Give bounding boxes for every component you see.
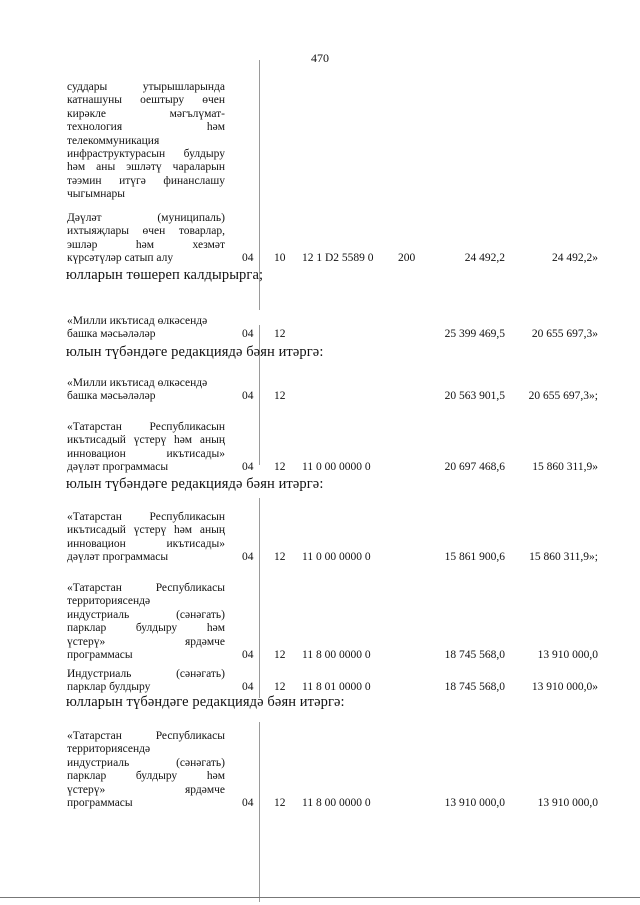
expense-type-code: 200 (398, 252, 416, 264)
subsection-code: 12 (274, 797, 286, 809)
page-bottom-edge (0, 897, 640, 898)
row-name: «Татарстан Республикасы территориясендә индустриаль (сәнәгать) парклар булдыру һәм үстерү» ярдәмче программасы (67, 730, 225, 810)
amount-1: 24 492,2 (464, 252, 505, 264)
row-name: «Милли икътисад өлкәсендә башка мәсьәләләр (67, 315, 208, 341)
target-item-code: 11 0 00 0000 0 (302, 461, 371, 473)
amount-1: 13 910 000,0 (444, 797, 505, 809)
amount-1: 15 861 900,6 (444, 551, 505, 563)
target-item-code: 11 0 00 0000 0 (302, 551, 371, 563)
row-name: «Милли икътисад өлкәсендә башка мәсьәләләр (67, 377, 208, 403)
scan-fold-line (259, 498, 260, 698)
target-item-code: 11 8 00 0000 0 (302, 649, 371, 661)
subsection-code: 12 (274, 461, 286, 473)
amendment-instruction: юлларын төшереп калдырырга; (66, 267, 264, 283)
target-item-code: 12 1 D2 5589 0 (302, 252, 374, 264)
amount-1: 18 745 568,0 (444, 681, 505, 693)
amendment-instruction: юлын түбәндәге редакциядә бәян итәргә: (66, 344, 324, 360)
amount-2: 20 655 697,3»; (528, 390, 598, 402)
amount-1: 25 399 469,5 (444, 328, 505, 340)
row-name: «Татарстан Республикасын икътисадый үстерү һәм аның инновацион икътисады» дәүләт программасы (67, 511, 225, 564)
amount-1: 20 697 468,6 (444, 461, 505, 473)
subsection-code: 12 (274, 390, 286, 402)
scan-fold-line (259, 722, 260, 902)
row-name: суддары утырышларында катнашуны оештыру өчен кирәкле мәгълүмат- технология һәм телекоммуникация инфраструктурасын булдыру һәм аны эшләтү чараларын тәэмин итүгә финанслашу чыгымнары (67, 81, 225, 201)
amount-1: 18 745 568,0 (444, 649, 505, 661)
section-code: 04 (242, 681, 254, 693)
amount-1: 20 563 901,5 (444, 390, 505, 402)
amount-2: 20 655 697,3» (531, 328, 598, 340)
amendment-instruction: юлларын түбәндәге редакциядә бәян итәргә: (66, 694, 345, 710)
row-name: «Татарстан Республикасын икътисадый үстерү һәм аның инновацион икътисады» дәүләт программасы (67, 421, 225, 474)
row-name: Дәүләт (муниципаль) ихтыяҗлары өчен товарлар, эшләр һәм хезмәт күрсәтүләр сатып алу (67, 212, 225, 265)
amendment-instruction: юлын түбәндәге редакциядә бәян итәргә: (66, 476, 324, 492)
amount-2: 13 910 000,0 (537, 797, 598, 809)
amount-2: 13 910 000,0» (531, 681, 598, 693)
subsection-code: 12 (274, 328, 286, 340)
page-number: 470 (311, 51, 329, 65)
section-code: 04 (242, 551, 254, 563)
section-code: 04 (242, 649, 254, 661)
amount-2: 15 860 311,9»; (529, 551, 598, 563)
row-name: «Татарстан Республикасы территориясендә индустриаль (сәнәгать) парклар булдыру һәм үстерү» ярдәмче программасы (67, 582, 225, 662)
section-code: 04 (242, 797, 254, 809)
amount-2: 13 910 000,0 (537, 649, 598, 661)
section-code: 04 (242, 328, 254, 340)
section-code: 04 (242, 461, 254, 473)
row-name: Индустриаль (сәнәгать) парклар булдыру (67, 668, 225, 694)
target-item-code: 11 8 01 0000 0 (302, 681, 371, 693)
subsection-code: 12 (274, 681, 286, 693)
target-item-code: 11 8 00 0000 0 (302, 797, 371, 809)
subsection-code: 12 (274, 551, 286, 563)
section-code: 04 (242, 252, 254, 264)
amount-2: 24 492,2» (552, 252, 598, 264)
subsection-code: 12 (274, 649, 286, 661)
section-code: 04 (242, 390, 254, 402)
amount-2: 15 860 311,9» (532, 461, 598, 473)
subsection-code: 10 (274, 252, 286, 264)
